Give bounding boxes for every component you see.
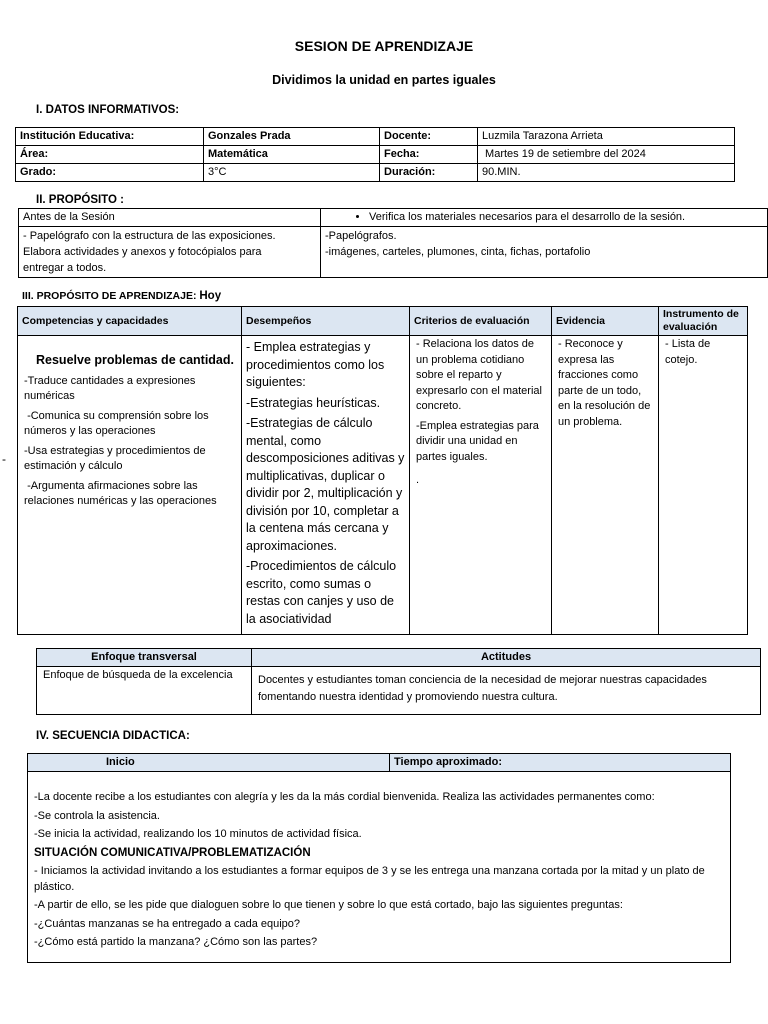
datos-label: Fecha:	[380, 146, 478, 164]
capacidad-item: -Comunica su comprensión sobre los números y las operaciones	[24, 409, 212, 437]
col-instrumento: Instrumento de evaluación	[659, 307, 748, 336]
datos-row	[16, 164, 735, 182]
datos-label: Área:	[16, 146, 204, 164]
inicio-header: Inicio	[28, 754, 390, 772]
capacidad-item: -Argumenta afirmaciones sobre las relaciones numéricas y las operaciones	[24, 479, 217, 507]
desempeno-item: -Procedimientos de cálculo escrito, como sumas o restas con canjes y uso de la asociatividad	[246, 559, 397, 626]
page-subtitle: Dividimos la unidad en partes iguales	[272, 73, 496, 87]
col-evidencia: Evidencia	[552, 307, 659, 336]
capacidad-item: -Traduce cantidades a expresiones numéricas	[24, 374, 196, 402]
instrumento-text: - Lista de cotejo.	[665, 338, 711, 366]
materiales-line: -imágenes, carteles, plumones, cinta, fichas, portafolio	[325, 246, 591, 258]
inicio-line: -La docente recibe a los estudiantes con alegría y les da la más cordial bienvenida. Realiza las actividades permanentes como:	[34, 791, 655, 803]
actitudes-value: Docentes y estudiantes toman conciencia de la necesidad de mejorar nuestras capacidades fomentando nuestra identidad y promoviendo nuestra cultura.	[252, 667, 761, 715]
situacion-title: SITUACIÓN COMUNICATIVA/PROBLEMATIZACIÓN	[34, 846, 311, 859]
tiempo-header: Tiempo aproximado:	[390, 754, 731, 772]
materiales-content	[321, 227, 768, 278]
col-competencias: Competencias y capacidades	[18, 307, 242, 336]
evidencia-text: - Reconoce y expresa las fracciones como parte de un todo, en la resolución de un problema.	[558, 338, 651, 428]
competencia-title: Resuelve problemas de cantidad.	[36, 353, 234, 367]
col-criterios: Criterios de evaluación	[410, 307, 552, 336]
datos-value: 90.MIN.	[478, 164, 735, 182]
section3-heading	[22, 290, 221, 302]
aprendizaje-table	[17, 306, 748, 635]
situacion-line: - Iniciamos la actividad invitando a los estudiantes a formar equipos de 3 y se les entrega una manzana cortada por la mitad y un plato de plástico.	[34, 865, 705, 893]
antes-line: Elabora actividades y anexos y fotocópialos para	[23, 246, 262, 258]
datos-label: Docente:	[380, 128, 478, 146]
desempenos-cell	[242, 336, 410, 635]
enfoque-header: Enfoque transversal	[37, 649, 252, 667]
antes-header: Antes de la Sesión	[19, 209, 321, 227]
enfoque-value: Enfoque de búsqueda de la excelencia	[37, 667, 252, 715]
capacidad-item: -Usa estrategias y procedimientos de estimación y cálculo	[24, 444, 206, 472]
materiales-line: -Papelógrafos.	[325, 230, 397, 242]
inicio-line: -Se controla la asistencia.	[34, 809, 160, 822]
section2-heading: II. PROPÓSITO :	[36, 194, 124, 206]
datos-label: Institución Educativa:	[16, 128, 204, 146]
datos-value: Matemática	[204, 146, 380, 164]
datos-row	[16, 146, 735, 164]
datos-value: Martes 19 de setiembre del 2024	[478, 146, 735, 164]
situacion-line: -¿Cuántas manzanas se ha entregado a cada equipo?	[34, 917, 301, 930]
situacion-line: -A partir de ello, se les pide que dialoguen sobre lo que tienen y sobre lo que está cortado, bajo las siguientes preguntas:	[34, 899, 623, 911]
desempeno-item: -Estrategias heurísticas.	[246, 395, 381, 410]
datos-label: Grado:	[16, 164, 204, 182]
materiales-header	[321, 209, 768, 227]
margin-mark: -	[2, 452, 6, 466]
section1-heading: I. DATOS INFORMATIVOS:	[36, 104, 180, 116]
instrumento-cell	[659, 336, 748, 635]
secuencia-table	[27, 753, 731, 963]
inicio-content	[28, 772, 731, 963]
datos-value: 3°C	[204, 164, 380, 182]
datos-row	[16, 128, 735, 146]
criterio-item: -Emplea estrategias para dividir una unidad en partes iguales.	[416, 419, 539, 463]
competencias-cell	[18, 336, 242, 635]
col-desempenos: Desempeños	[242, 307, 410, 336]
situacion-line: -¿Cómo está partido la manzana? ¿Cómo son las partes?	[34, 936, 318, 948]
section3-heading-hoy: Hoy	[199, 290, 222, 302]
proposito-table	[18, 208, 768, 278]
desempeno-item: -Estrategias de cálculo mental, como descomposiciones aditivas y multiplicativas, duplicar o dividir por 2, multiplicación y división por 10, completar a la centena más cercana y aproximaciones.	[246, 416, 405, 553]
antes-line: - Papelógrafo con la estructura de las exposiciones.	[23, 230, 276, 242]
datos-label: Duración:	[380, 164, 478, 182]
page-title: SESION DE APRENDIZAJE	[294, 38, 474, 54]
criterios-cell	[410, 336, 552, 635]
datos-table	[15, 127, 735, 182]
datos-value: Gonzales Prada	[204, 128, 380, 146]
evidencia-cell	[552, 336, 659, 635]
enfoque-table	[36, 648, 761, 715]
criterio-item: - Relaciona los datos de un problema cotidiano sobre el reparto y expresarlo con el material concreto.	[416, 338, 542, 412]
antes-content	[19, 227, 321, 278]
criterio-item: .	[416, 474, 420, 486]
antes-line: entregar a todos.	[23, 262, 107, 274]
datos-value: Luzmila Tarazona Arrieta	[478, 128, 735, 146]
actitudes-header: Actitudes	[252, 649, 761, 667]
section3-heading-text: III. PROPÓSITO DE APRENDIZAJE:	[22, 290, 200, 302]
materiales-bullet: • Verifica los materiales necesarios para el desarrollo de la sesión.	[369, 210, 767, 225]
inicio-line: -Se inicia la actividad, realizando los 10 minutos de actividad física.	[34, 828, 362, 840]
desempeno-item: - Emplea estrategias y procedimientos como los siguientes:	[246, 340, 385, 389]
section4-heading: IV. SECUENCIA DIDACTICA:	[36, 730, 190, 742]
